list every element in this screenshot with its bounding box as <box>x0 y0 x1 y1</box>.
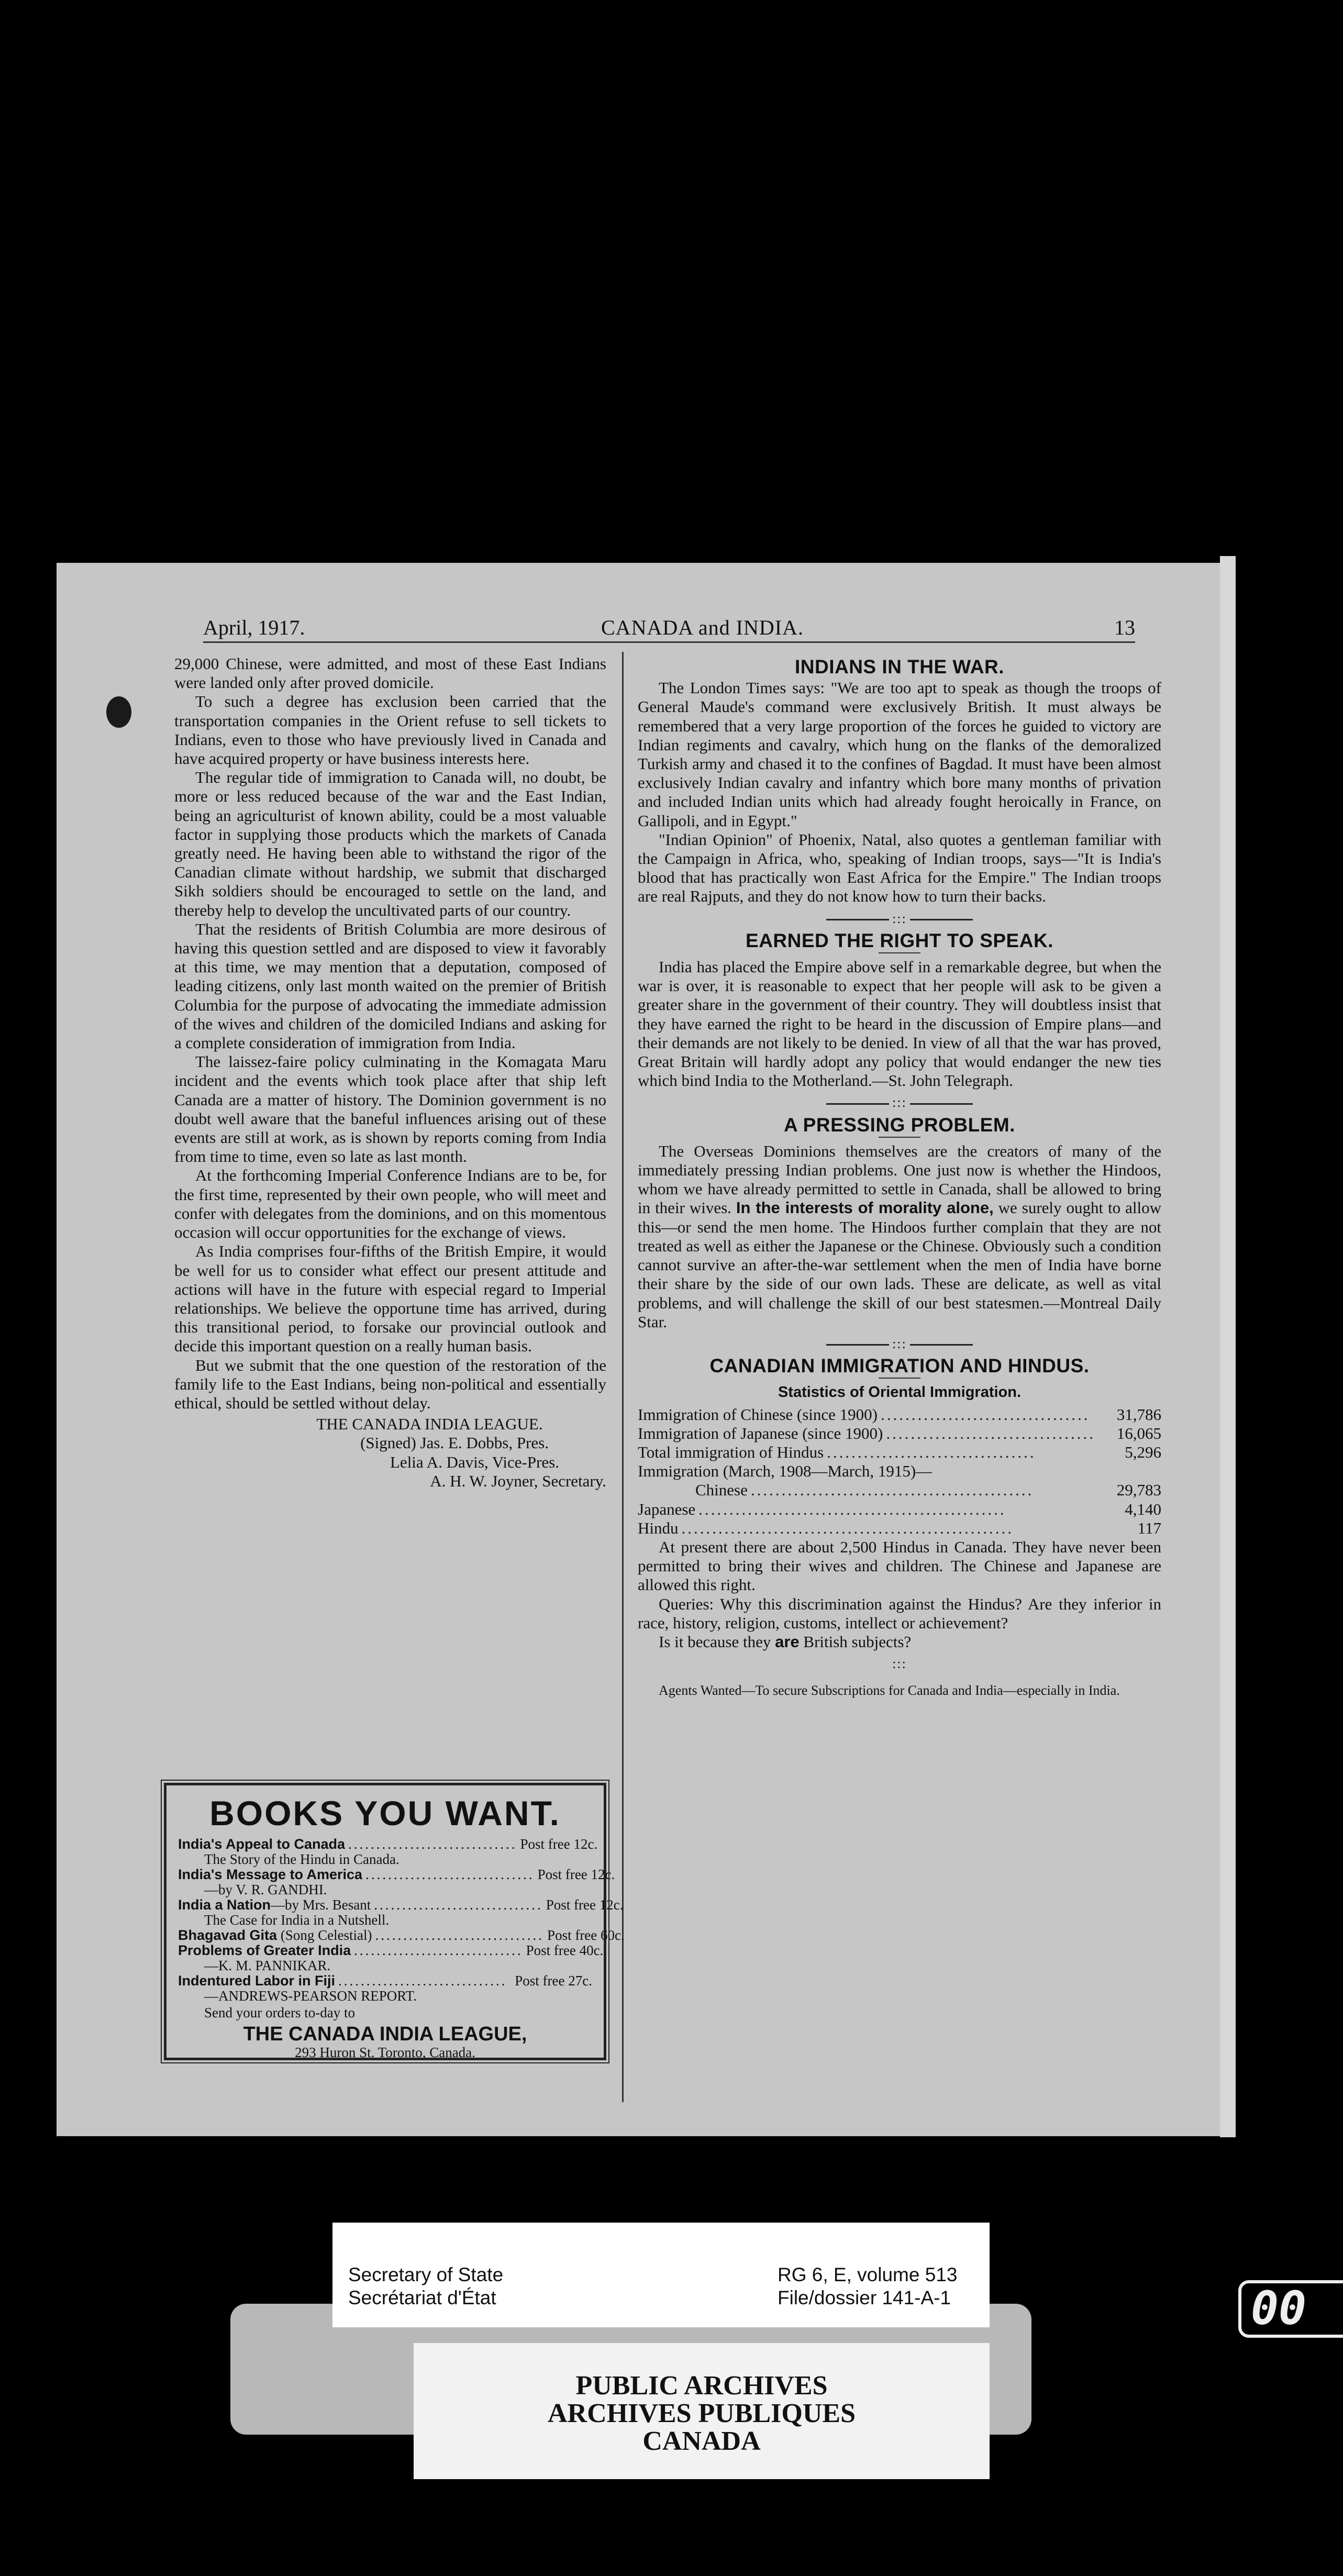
paragraph: The laissez-faire policy culminating in the Komagata Maru incident and the events which took place after that ship left Canada are a matter of history. The Dominion government is no doubt well aware that the baneful influences arising out of these events are still at work, as is shown by reports coming from India from time to time, even so late as last month. <box>174 1052 606 1166</box>
book-price: Post free 40c. <box>526 1942 604 1958</box>
book-title: Indentured Labor in Fiji <box>178 1973 335 1989</box>
book-item <box>178 1897 624 1913</box>
punch-hole <box>106 696 131 728</box>
dot-leader: .............................. <box>365 1867 535 1882</box>
book-subtitle: The Story of the Hindu in Canada. <box>204 1851 399 1867</box>
book-price: Post free 12c. <box>520 1836 598 1852</box>
section-heading: EARNED THE RIGHT TO SPEAK. <box>746 929 1053 951</box>
paragraph: At the forthcoming Imperial Conference Indians are to be, for the first time, represented by their own people, who will meet and confer with delegates from the dominions, and on this momentous occasion will occur opportunities for the exchange of views. <box>174 1166 606 1242</box>
stamp-line: PUBLIC ARCHIVES <box>575 2371 828 2401</box>
book-item <box>178 1867 615 1882</box>
right-column <box>638 654 1161 1698</box>
short-rule <box>879 952 920 953</box>
archive-reference-card <box>332 2223 990 2327</box>
page-edge <box>1220 556 1236 2137</box>
section-heading: CANADIAN IMMIGRATION AND HINDUS. <box>709 1355 1090 1377</box>
paragraph: But we submit that the one question of the restoration of the family life to the East Indians, being non-political and essentially ethical, should be settled without delay. <box>174 1356 606 1412</box>
dot-leader: .............................. <box>348 1836 517 1852</box>
reference-volume: RG 6, E, volume 513 <box>778 2264 958 2285</box>
book-author: (Song Celestial) <box>280 1927 372 1943</box>
reference-file: File/dossier 141-A-1 <box>778 2287 951 2308</box>
section-divider: ::: <box>638 1093 1161 1112</box>
agents-wanted-notice: Agents Wanted—To secure Subscriptions for Canada and India—especially in India. <box>659 1683 1120 1698</box>
paragraph: Is it because they are British subjects? <box>659 1632 912 1651</box>
dot-leader: .............................. <box>374 1897 543 1913</box>
books-heading: BOOKS YOU WANT. <box>209 1794 561 1833</box>
paragraph: That the residents of British Columbia are more desirous of having this question settled and are disposed to view it favorably at this time, we may mention that a deputation, composed of leading citizens, only last month waited on the premier of British Columbia for the purpose of advocating the immediate admission of the wives and children of the domiciled Indians and asking for a complete consideration of immigration from India. <box>174 919 606 1052</box>
section-heading: INDIANS IN THE WAR. <box>794 656 1005 678</box>
stats-row: Japanese .................................................. 4,140 <box>638 1500 1161 1518</box>
stats-row: Total immigration of Hindus .................................. 5,296 <box>638 1442 1161 1461</box>
short-rule <box>879 1137 920 1138</box>
book-title: Problems of Greater India <box>178 1942 351 1958</box>
book-subtitle: —K. M. PANNIKAR. <box>204 1958 331 1973</box>
section-divider: ::: <box>638 909 1161 928</box>
stats-row: Hindu ...................................................... 117 <box>638 1518 1161 1537</box>
emphasis: are <box>775 1632 800 1651</box>
league-address: 293 Huron St. Toronto, Canada. <box>295 2045 475 2060</box>
signature-vice-president: Lelia A. Davis, Vice-Pres. <box>390 1452 559 1471</box>
stats-row: Chinese .............................................. 29,783 <box>695 1481 1161 1500</box>
paragraph: To such a degree has exclusion been carried that the transportation companies in the Orient refuse to sell tickets to Indians, even to those who have previously lived in Canada and have acquired property or have business interests here. <box>174 692 606 768</box>
signature-president: (Signed) Jas. E. Dobbs, Pres. <box>360 1434 549 1452</box>
section-subheading: Statistics of Oriental Immigration. <box>778 1384 1022 1401</box>
emphasis: In the interests of morality alone, <box>736 1198 994 1217</box>
public-archives-stamp <box>414 2372 990 2455</box>
microfilm-frame-counter: 00 <box>1238 2280 1343 2338</box>
paragraph: "Indian Opinion" of Phoenix, Natal, also quotes a gentleman familiar with the Campaign in Africa, who, speaking of Indian troops, says—"It is India's blood that has practically won East Africa for the Empire." The Indian troops are real Rajputs, and they do not know how to turn their backs. <box>638 830 1161 906</box>
dot-leader: .............................. <box>354 1942 523 1958</box>
page-number: 13 <box>1114 616 1135 639</box>
book-title: India a Nation <box>178 1897 271 1913</box>
dot-leader: .............................. <box>338 1973 507 1989</box>
stamp-line: ARCHIVES PUBLIQUES <box>547 2399 856 2428</box>
book-subtitle: —by V. R. GANDHI. <box>204 1882 327 1897</box>
signature-block <box>174 1415 606 1491</box>
short-rule <box>879 1378 920 1379</box>
book-title: India's Appeal to Canada <box>178 1836 345 1852</box>
book-title: India's Message to America <box>178 1867 363 1882</box>
book-author: —by Mrs. Besant <box>271 1897 371 1913</box>
department-french: Secrétariat d'État <box>348 2287 496 2308</box>
book-item <box>178 1942 604 1958</box>
stats-row: Immigration (March, 1908—March, 1915)— <box>638 1462 933 1481</box>
section-heading: A PRESSING PROBLEM. <box>784 1114 1015 1136</box>
running-head <box>203 615 1135 643</box>
book-item <box>178 1836 598 1852</box>
paragraph: 29,000 Chinese, were admitted, and most of these East Indians were landed only after proved domicile. <box>174 654 606 692</box>
stats-row: Immigration of Japanese (since 1900) .................................. 16,065 <box>638 1424 1161 1442</box>
book-price: Post free 60c. <box>547 1927 625 1943</box>
league-name: THE CANADA INDIA LEAGUE, <box>243 2023 527 2045</box>
paragraph: Queries: Why this discrimination against the Hindus? Are they inferior in race, history, religion, customs, intellect or achievement? <box>638 1594 1161 1632</box>
paragraph: At present there are about 2,500 Hindus in Canada. They have never been permitted to bring their wives and children. The Chinese and Japanese are allowed this right. <box>638 1537 1161 1594</box>
section-divider: ::: <box>892 1656 907 1672</box>
book-price: Post free 12c. <box>537 1867 615 1882</box>
department-english: Secretary of State <box>348 2264 504 2285</box>
book-subtitle: The Case for India in a Nutshell. <box>204 1912 390 1928</box>
order-instruction: Send your orders to-day to <box>204 2005 355 2020</box>
books-advertisement <box>164 1783 625 2060</box>
dot-leader: .............................. <box>375 1927 545 1943</box>
paragraph: The regular tide of immigration to Canada will, no doubt, be more or less reduced because of the war and the East Indian, being an agriculturist of known ability, could be a most valuable factor in supplying those products which the markets of Canada greatly need. He having been able to withstand the rigor of the Canadian climate without hardship, we submit that discharged Sikh soldiers should be encouraged to settle on the land, and thereby help to develop the uncultivated parts of our country. <box>174 768 606 919</box>
paragraph: As India comprises four-fifths of the British Empire, it would be well for us to consider what effect our present attitude and actions will have in the future with especial regard to Imperial relationships. We believe the opportune time has arrived, during this transitional period, to forsake our provincial outlook and decide this important question on a really human basis. <box>174 1242 606 1356</box>
stamp-line: CANADA <box>642 2426 761 2456</box>
book-title: Bhagavad Gita <box>178 1927 278 1943</box>
column-divider <box>622 652 624 2102</box>
book-price: Post free 12c. <box>546 1897 624 1913</box>
book-item <box>178 1973 592 1989</box>
book-subtitle: —ANDREWS-PEARSON REPORT. <box>204 1988 417 2004</box>
paragraph: The London Times says: "We are too apt to speak as though the troops of General Maude's command were exclusively British. It must always be remembered that a very large proportion of the forces he guided to victory are Indian regiments and cavalry, which hung on the flanks of the demoralized Turkish army and chased it to the confines of Bagdad. It must have been almost exclusively Indian cavalry and infantry which bore many months of privation and included Indian units which had already fought heroically in France, on Gallipoli, and in Egypt." <box>638 679 1161 830</box>
paragraph: The Overseas Dominions themselves are the creators of many of the immediately pressing Indian problems. One just now is whether the Hindoos, whom we have already permitted to settle in Canada, shall be allowed to bring in their wives. In the interests of morality alone, we surely ought to allow this—or send the men home. The Hindoos further complain that they are not treated as well as either the Japanese or the Chinese. Obviously such a condition cannot survive an after-the-war settlement when the men of India have borne their share by the side of our own lads. These are delicate, as well as vital problems, and will challenge the skill of our best statesmen.—Montreal Daily Star. <box>638 1141 1162 1331</box>
signature-secretary: A. H. W. Joyner, Secretary. <box>430 1471 606 1490</box>
left-column <box>174 654 606 1491</box>
signature-org: THE CANADA INDIA LEAGUE. <box>316 1415 543 1434</box>
issue-date: April, 1917. <box>203 616 305 639</box>
publication-title: CANADA and INDIA. <box>601 616 804 639</box>
book-price: Post free 27c. <box>515 1973 592 1989</box>
paragraph: India has placed the Empire above self in a remarkable degree, but when the war is over, it is reasonable to expect that her people will ask to be given a greater share in the government of their country. They will doubtless insist that they have earned the right to be heard in the discussion of Empire plans—and their demands are not likely to be denied. In view of all that the war has proved, Great Britain will hardly adopt any policy that would endanger the new ties which bind India to the Motherland.—St. John Telegraph. <box>638 958 1161 1090</box>
newspaper-page <box>57 563 1229 2136</box>
stats-row: Immigration of Chinese (since 1900) .................................. 31,786 <box>638 1405 1161 1424</box>
section-divider: ::: <box>638 1335 1161 1353</box>
book-item <box>178 1927 625 1943</box>
